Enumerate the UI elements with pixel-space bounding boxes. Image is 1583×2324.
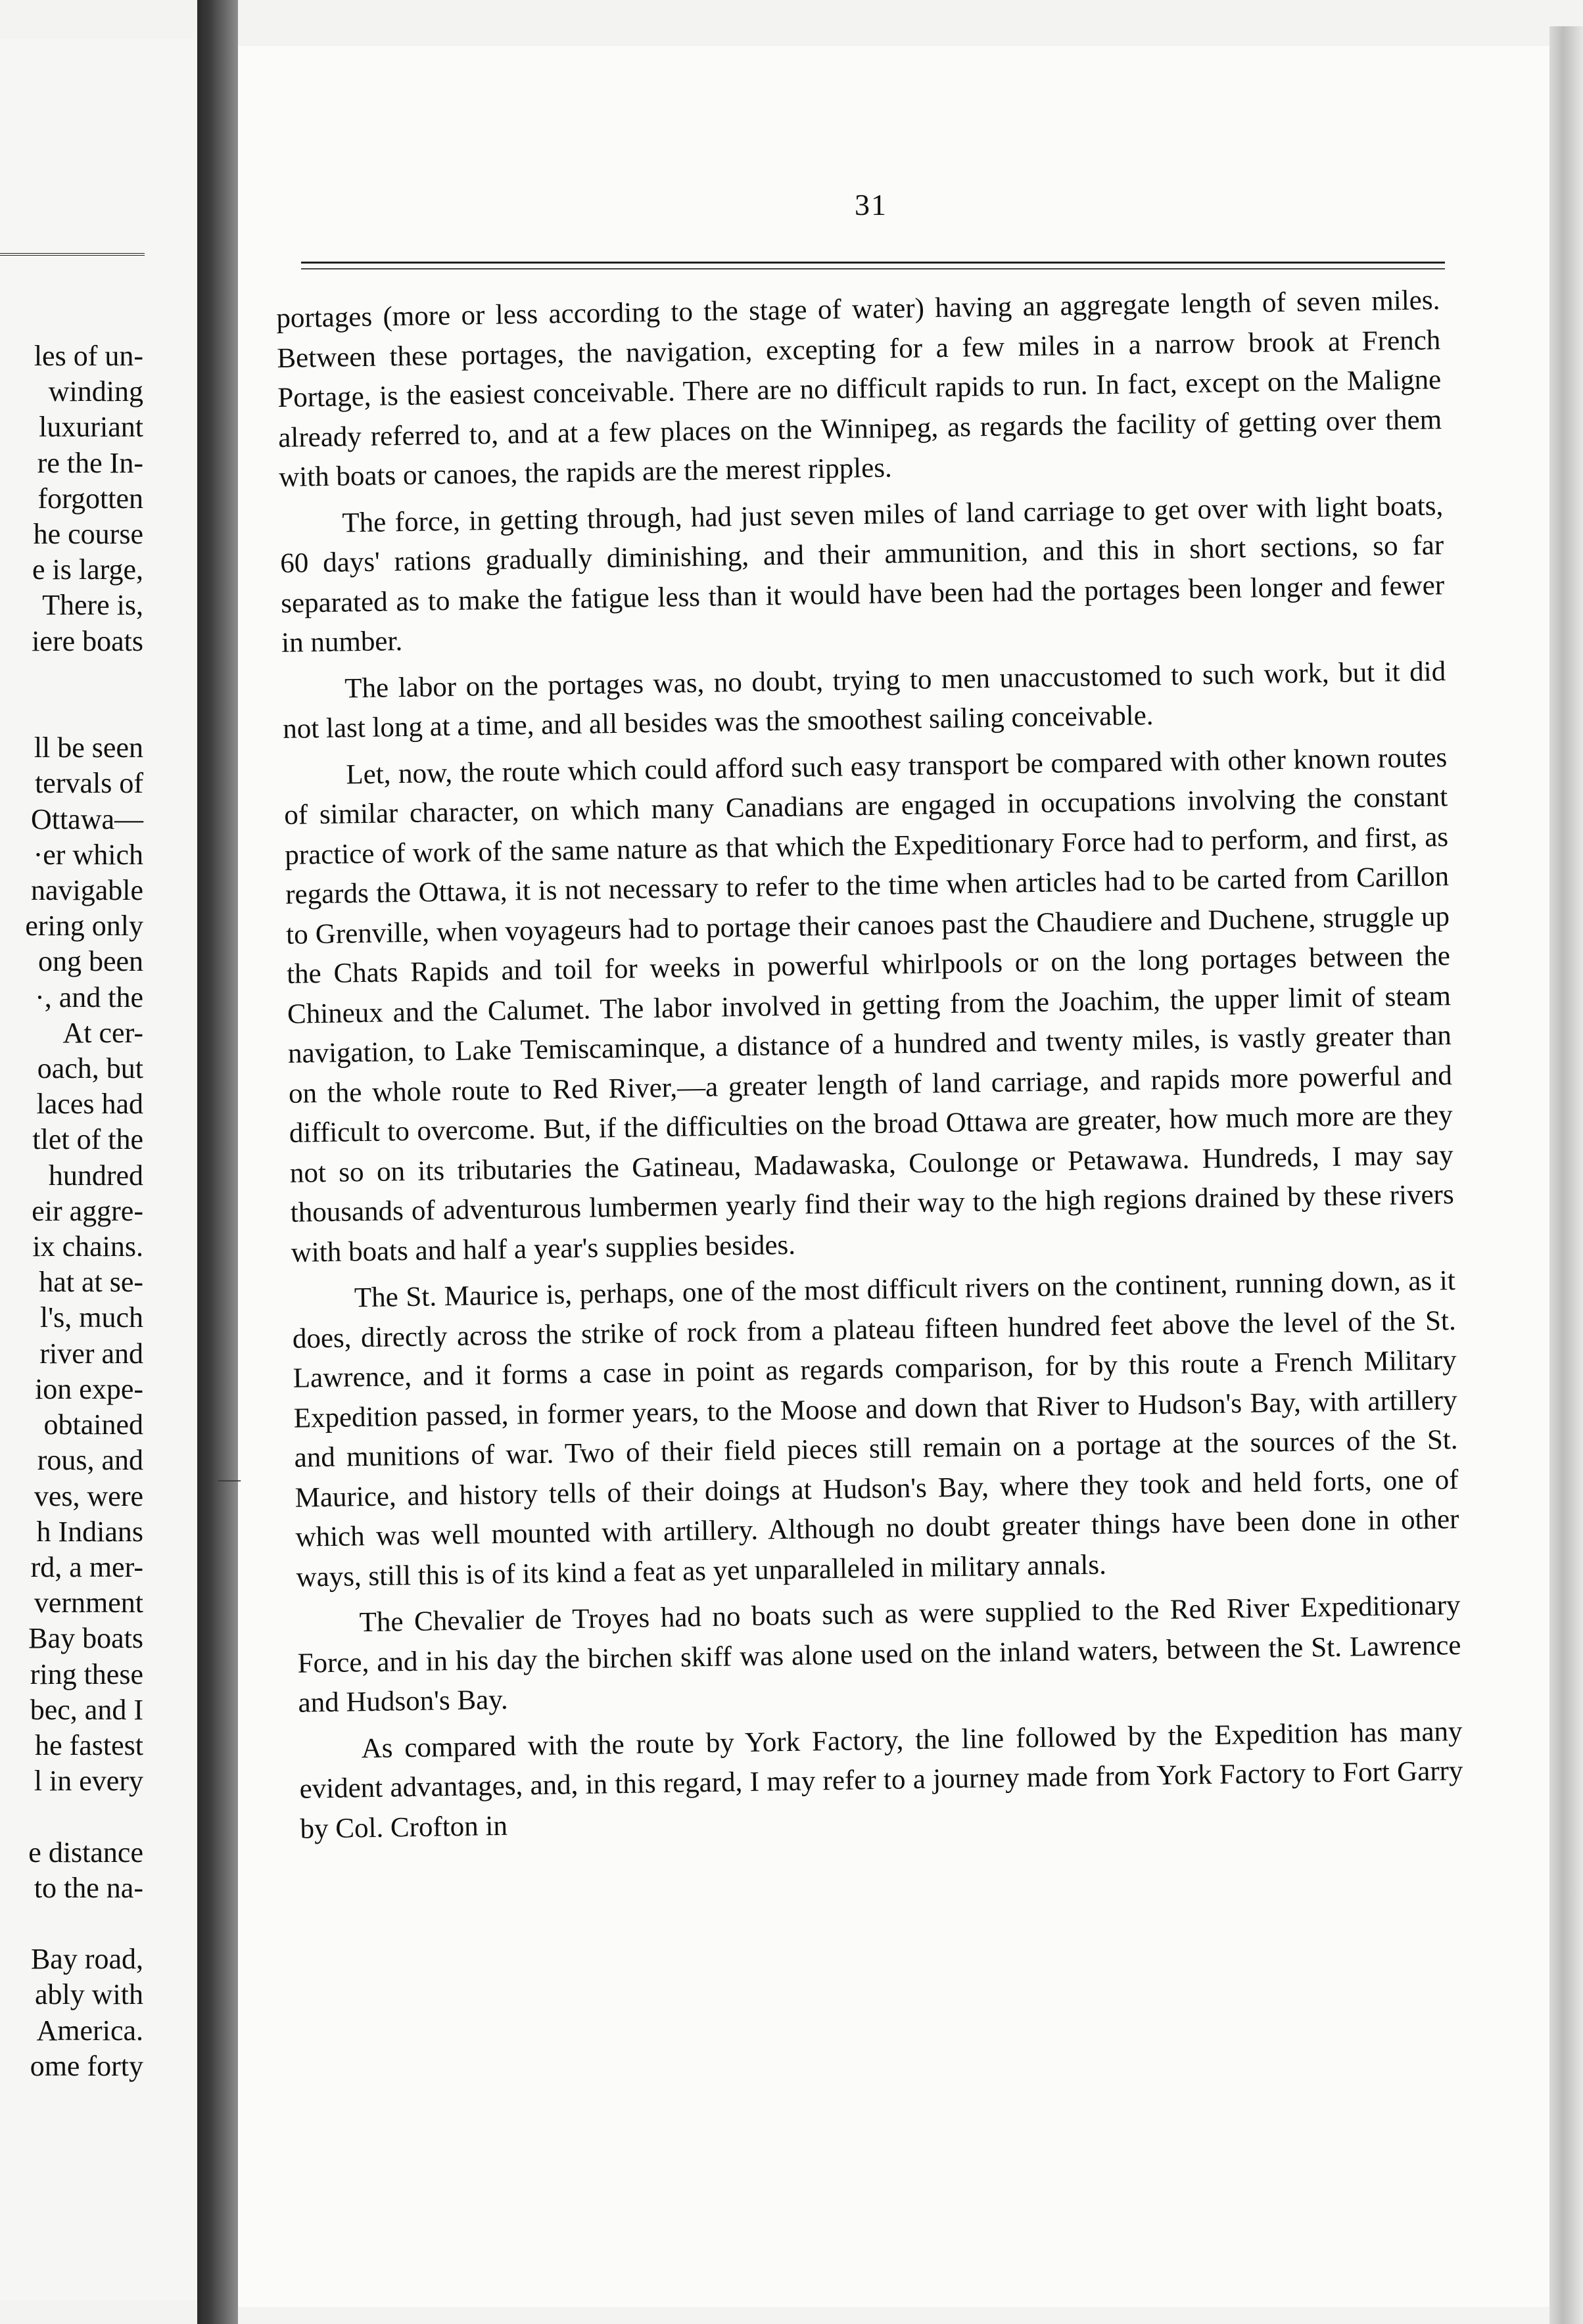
paragraph: Let, now, the route which could afford such easy transport be compared with other known routes of similar character, on which many Canadians are engaged in occupations involving the constant practice of work of the same nature as that which the Expeditionary Force had to perform, and first, as regards the Ottawa, it is not necessary to refer to the time when articles had to be carted from Carillon to Grenville, when voyageurs had to portage their canoes past the Chaudiere and Duchene, struggle up the Chats Rapids and toil for weeks in powerful whirlpools or on the long portages between the Chineux and the Calumet. The labor involved in getting from the Joachim, the upper limit of steam navigation, to Lake Temiscaminque, a distance of a hundred and twenty miles, is vastly greater than on the whole route to Red River,—a greater length of land carriage, and rapids more powerful and difficult to overcome. But, if the difficulties on the broad Ottawa are greater, how much more are they not so on its tributaries the Gatineau, Madawaska, Coulonge or Petawawa. Hundreds, I may say thousands of adventurous lumbermen yearly find their way to the high regions drained by these rivers with boats and half a year's supplies besides. xyxy=(283,741,1454,1268)
fragment-line: he course xyxy=(33,518,143,551)
fragment-line: ion expe- xyxy=(35,1372,143,1405)
fragment-line: he fastest xyxy=(35,1729,143,1761)
previous-page-fragment xyxy=(0,39,197,2300)
body-text xyxy=(276,281,1464,1856)
fragment-line: winding xyxy=(48,375,143,408)
fragment-line: l in every xyxy=(34,1765,143,1798)
fragment-gap xyxy=(25,695,143,730)
paragraph: The Chevalier de Troyes had no boats such as were supplied to the Red River Expeditionary Force, and in his day the birchen skiff was alone used on the inland waters, between the St. Lawrence and Hudson's Bay. xyxy=(297,1589,1461,1719)
fragment-gap xyxy=(25,1906,143,1941)
fragment-line: river and xyxy=(39,1337,143,1370)
fragment-line: ix chains. xyxy=(32,1230,143,1263)
fragment-line: e is large, xyxy=(32,553,143,586)
fragment-line: ·, and the xyxy=(35,981,143,1013)
fragment-line: ring these xyxy=(30,1658,143,1690)
fragment-line: ·er which xyxy=(33,838,143,871)
fragment-line: ong been xyxy=(37,945,143,978)
fragment-line: tervals of xyxy=(35,767,143,800)
fragment-line: e distance xyxy=(28,1836,143,1869)
paragraph: The labor on the portages was, no doubt, trying to men unaccustomed to such work, but it did not last long at a time, and all besides was the smoothest sailing conceivable. xyxy=(282,655,1446,745)
paragraph: portages (more or less according to the stage of water) having an aggregate length of seven miles. Between these portages, the navigation, excepting for a few miles in a narrow brook at French Portage, is the easiest conceivable. There are no difficult rapids to run. In fact, except on the Maligne already referred to, and at a few places on the Winnipeg, as regards the facility of getting over them with boats or canoes, the rapids are the merest ripples. xyxy=(276,285,1442,493)
fragment-line: Ottawa— xyxy=(30,802,143,835)
fragment-line: oach, but xyxy=(37,1052,143,1085)
fragment-line: ll be seen xyxy=(34,732,143,764)
margin-tick-mark: — xyxy=(218,1467,241,1491)
fragment-line: forgotten xyxy=(37,482,143,515)
fragment-line: hat at se- xyxy=(39,1266,143,1299)
previous-page-header-rule xyxy=(0,253,145,256)
header-rule-secondary xyxy=(301,268,1445,269)
fragment-line: ering only xyxy=(25,910,143,942)
paragraph: As compared with the route by York Factory, the line followed by the Expedition has many evident advantages, and, in this regard, I may refer to a journey made from York Factory to Fort Garry by Col. Crofton in xyxy=(299,1715,1463,1845)
fragment-line: bec, and I xyxy=(30,1693,143,1726)
fragment-line: Bay road, xyxy=(30,1943,143,1976)
fragment-line: eir aggre- xyxy=(32,1194,143,1227)
page-edge xyxy=(1549,26,1583,2324)
fragment-gap xyxy=(25,659,143,695)
fragment-line: navigable xyxy=(30,874,143,907)
paragraph: The force, in getting through, had just seven miles of land carriage to get over with light boats, 60 days' rations gradually diminishing, and their ammunition, and this in short sections, so far separated as to make the fatigue less than it would have been had the portages been longer and fewer in number. xyxy=(279,490,1445,659)
fragment-line: re the In- xyxy=(37,446,143,479)
fragment-line: to the na- xyxy=(34,1871,143,1904)
fragment-line: h Indians xyxy=(36,1515,143,1548)
fragment-line: At cer- xyxy=(62,1016,143,1049)
fragment-line: iere boats xyxy=(32,624,143,657)
fragment-line: ome forty xyxy=(30,2049,143,2082)
fragment-line: les of un- xyxy=(34,340,143,372)
previous-page-text-column xyxy=(25,338,143,2084)
fragment-line: l's, much xyxy=(39,1301,143,1334)
paragraph: The St. Maurice is, perhaps, one of the most difficult rivers on the continent, running down, as it does, directly across the strike of rock from a plateau fifteen hundred feet above the level of the St. Lawrence, and it forms a case in point as regards comparison, for by this route a French Military Expedition passed, in former years, to the Moose and down that River to Hudson's Bay, with artillery and munitions of war. Two of their field pieces still remain on a portage at the sources of the St. Maurice, and history tells of their doings at Hudson's Bay, where they took and held forts, one of which was well mounted with artillery. Although no doubt greater things have been done in other ways, still this is of its kind a feat as yet unparalleled in military annals. xyxy=(292,1265,1459,1593)
fragment-line: tlet of the xyxy=(32,1123,143,1156)
fragment-line: There is, xyxy=(42,589,143,622)
book-gutter xyxy=(197,0,238,2324)
fragment-gap xyxy=(25,1799,143,1834)
fragment-line: ably with xyxy=(35,1978,143,2011)
fragment-line: vernment xyxy=(34,1587,143,1619)
fragment-line: obtained xyxy=(43,1408,143,1441)
fragment-line: luxuriant xyxy=(39,411,143,444)
fragment-line: Bay boats xyxy=(28,1622,143,1655)
fragment-line: rous, and xyxy=(37,1444,143,1477)
page-number: 31 xyxy=(855,188,887,221)
header-rule xyxy=(301,262,1445,264)
fragment-line: laces had xyxy=(36,1088,143,1121)
fragment-line: America. xyxy=(36,2014,143,2047)
fragment-line: rd, a mer- xyxy=(30,1550,143,1583)
fragment-line: ves, were xyxy=(34,1479,143,1512)
fragment-line: hundred xyxy=(48,1159,143,1192)
